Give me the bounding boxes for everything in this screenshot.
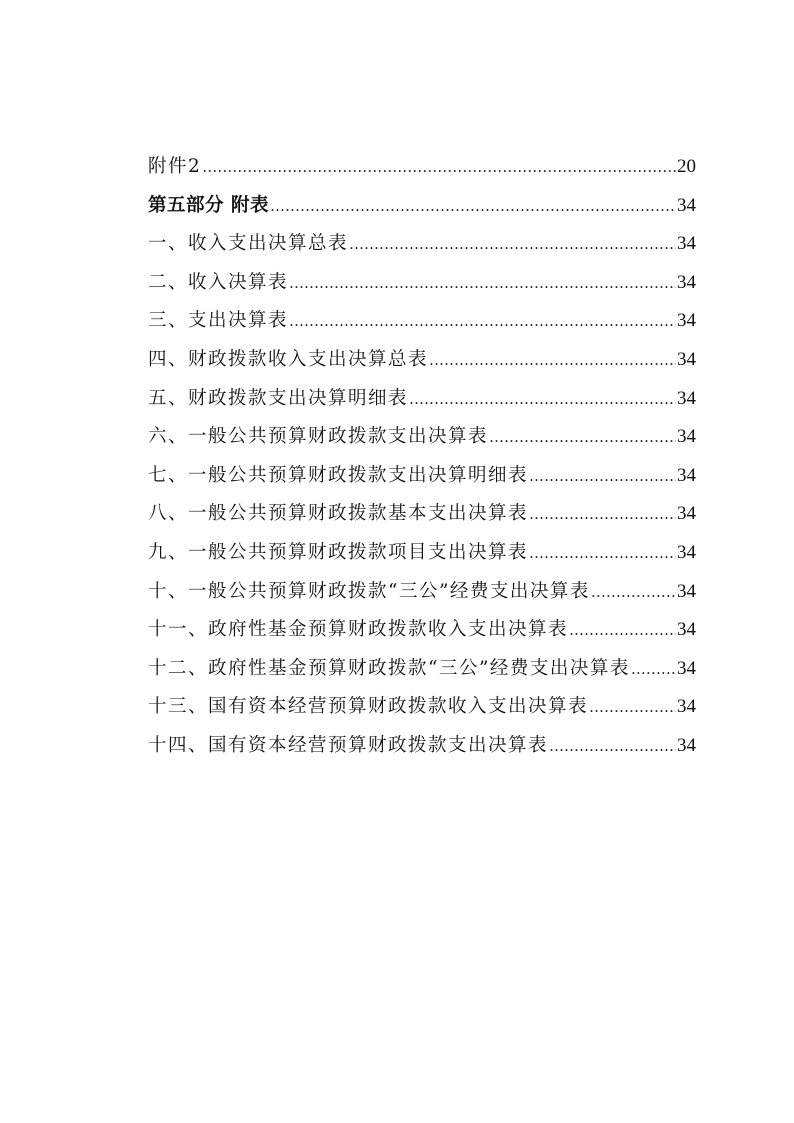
toc-entry[interactable]	[148, 573, 696, 612]
toc-entry-page: 34	[677, 541, 696, 563]
toc-dot-leader	[489, 418, 676, 457]
table-of-contents	[148, 148, 696, 766]
toc-entry-page: 34	[677, 348, 696, 370]
toc-entry-title: 附件2	[148, 156, 202, 177]
toc-dot-leader	[289, 264, 676, 303]
toc-entry-page: 34	[677, 619, 696, 641]
toc-dot-leader	[270, 187, 676, 226]
toc-dot-leader	[549, 727, 676, 766]
toc-entry[interactable]	[148, 302, 696, 341]
toc-entry[interactable]	[148, 380, 696, 419]
toc-dot-leader	[429, 341, 676, 380]
toc-entry[interactable]	[148, 264, 696, 303]
toc-section-heading[interactable]	[148, 187, 696, 226]
toc-entry[interactable]	[148, 495, 696, 534]
toc-entry-title: 二、收入决算表	[148, 271, 289, 293]
toc-dot-leader	[202, 148, 676, 187]
toc-entry-page: 34	[677, 657, 696, 679]
toc-entry[interactable]	[148, 225, 696, 264]
toc-entry[interactable]	[148, 727, 696, 766]
toc-dot-leader	[289, 302, 676, 341]
toc-entry-title: 八、一般公共预算财政拨款基本支出决算表	[148, 503, 529, 525]
toc-entry-page: 34	[677, 310, 696, 332]
toc-entry-title: 五、财政拨款支出决算明细表	[148, 387, 409, 409]
toc-entry[interactable]	[148, 688, 696, 727]
toc-entry-page: 34	[677, 233, 696, 255]
toc-entry-page: 20	[677, 156, 696, 177]
toc-dot-leader	[589, 688, 676, 727]
toc-entry-page: 34	[677, 734, 696, 756]
toc-entry-title: 十、一般公共预算财政拨款“三公”经费支出决算表	[148, 580, 590, 602]
toc-entry-title: 十一、政府性基金预算财政拨款收入支出决算表	[148, 619, 569, 641]
toc-entry-title: 六、一般公共预算财政拨款支出决算表	[148, 426, 489, 448]
toc-entry-page: 34	[677, 194, 696, 216]
toc-dot-leader	[529, 534, 676, 573]
toc-entry[interactable]	[148, 650, 696, 689]
toc-entry-title: 九、一般公共预算财政拨款项目支出决算表	[148, 541, 529, 563]
toc-entry-page: 34	[677, 464, 696, 486]
toc-entry-title: 十四、国有资本经营预算财政拨款支出决算表	[148, 734, 549, 756]
toc-dot-leader	[529, 495, 676, 534]
toc-dot-leader	[349, 225, 676, 264]
toc-entry[interactable]	[148, 534, 696, 573]
toc-entry[interactable]	[148, 418, 696, 457]
toc-dot-leader	[569, 611, 676, 650]
toc-entry-page: 34	[677, 696, 696, 718]
toc-entry-title: 第五部分 附表	[148, 194, 269, 216]
toc-entry-page: 34	[677, 271, 696, 293]
toc-entry-page: 34	[677, 503, 696, 525]
toc-entry[interactable]	[148, 148, 696, 187]
toc-entry-page: 34	[677, 387, 696, 409]
toc-dot-leader	[409, 380, 676, 419]
toc-entry[interactable]	[148, 341, 696, 380]
toc-entry-title: 四、财政拨款收入支出决算总表	[148, 348, 429, 370]
toc-entry-title: 一、收入支出决算总表	[148, 233, 349, 255]
toc-entry-title: 三、支出决算表	[148, 310, 289, 332]
toc-entry-title: 七、一般公共预算财政拨款支出决算明细表	[148, 464, 529, 486]
toc-entry-title: 十三、国有资本经营预算财政拨款收入支出决算表	[148, 696, 589, 718]
toc-entry[interactable]	[148, 611, 696, 650]
toc-entry-page: 34	[677, 580, 696, 602]
toc-entry[interactable]	[148, 457, 696, 496]
toc-dot-leader	[529, 457, 676, 496]
toc-entry-title: 十二、政府性基金预算财政拨款“三公”经费支出决算表	[148, 657, 630, 679]
toc-entry-page: 34	[677, 426, 696, 448]
toc-dot-leader	[631, 650, 676, 689]
toc-dot-leader	[591, 573, 676, 612]
